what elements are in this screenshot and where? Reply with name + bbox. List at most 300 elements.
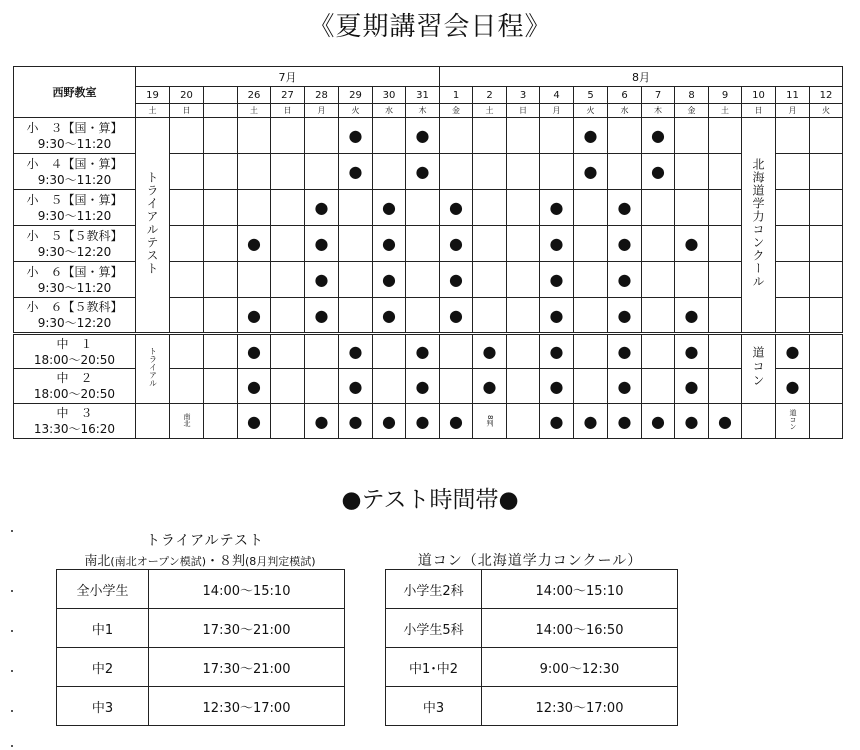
weekday-header: 水 [608, 104, 642, 118]
doukon-small-label: 道コン [789, 408, 798, 430]
schedule-cell [574, 369, 608, 404]
class-label [14, 226, 136, 262]
schedule-cell [305, 190, 339, 226]
schedule-cell [507, 190, 540, 226]
class-name: 小 ６【５教科】 [26, 300, 123, 314]
grade-cell: 中2 [57, 648, 149, 687]
page-title: 《夏期講習会日程》 [308, 12, 552, 42]
schedule-cell [473, 262, 507, 298]
schedule-cell [507, 118, 540, 154]
schedule-cell [675, 226, 709, 262]
schedule-cell [776, 262, 810, 298]
test-time-row [386, 687, 678, 726]
class-time: 18:00〜20:50 [33, 352, 116, 367]
margin-mark [11, 745, 13, 747]
schedule-cell [339, 190, 373, 226]
schedule-cell [810, 190, 843, 226]
schedule-cell [473, 404, 507, 439]
day-header: 31 [406, 87, 440, 104]
schedule-cell [204, 190, 238, 226]
test-time-row [57, 687, 345, 726]
schedule-cell [440, 298, 473, 334]
schedule-cell [339, 334, 373, 369]
schedule-cell [810, 369, 843, 404]
schedule-cell [473, 369, 507, 404]
class-dot: ● [684, 305, 699, 325]
weekday-header: 日 [742, 104, 776, 118]
schedule-cell [305, 226, 339, 262]
schedule-cell [709, 298, 742, 334]
schedule-cell [675, 190, 709, 226]
schedule-cell [473, 334, 507, 369]
class-dot: ● [583, 126, 598, 145]
schedule-cell [238, 369, 271, 404]
schedule-cell [675, 154, 709, 190]
day-header [204, 87, 238, 104]
class-time: 9:30〜11:20 [37, 280, 112, 295]
schedule-cell [440, 226, 473, 262]
schedule-cell [776, 334, 810, 369]
weekday-header: 金 [440, 104, 473, 118]
class-dot: ● [314, 198, 329, 217]
time-cell: 9:00〜12:30 [482, 648, 678, 687]
schedule-cell [373, 298, 406, 334]
school-name: 西野教室 [14, 67, 136, 118]
time-cell: 17:30〜21:00 [149, 648, 345, 687]
time-cell: 17:30〜21:00 [149, 609, 345, 648]
class-dot: ● [684, 342, 699, 361]
schedule-cell [810, 334, 843, 369]
class-dot: ● [549, 270, 564, 289]
class-dot: ● [348, 376, 363, 396]
schedule-cell [339, 118, 373, 154]
schedule-cell [776, 298, 810, 334]
class-dot: ● [482, 376, 497, 396]
grade-cell: 小学生5科 [386, 609, 482, 648]
weekday-header: 日 [170, 104, 204, 118]
weekday-header: 火 [339, 104, 373, 118]
schedule-cell [507, 226, 540, 262]
schedule-cell [608, 404, 642, 439]
trial-test-times-table [56, 569, 345, 726]
weekday-header: 土 [238, 104, 271, 118]
margin-mark [11, 710, 13, 712]
schedule-cell [271, 154, 305, 190]
weekday-header: 木 [406, 104, 440, 118]
schedule-cell [271, 298, 305, 334]
schedule-cell [810, 226, 843, 262]
doukon-caption: 道コン（北海道学力コンクール） [417, 553, 643, 569]
schedule-cell [574, 298, 608, 334]
schedule-cell [574, 118, 608, 154]
schedule-cell [608, 262, 642, 298]
time-cell: 14:00〜16:50 [482, 609, 678, 648]
day-header: 26 [238, 87, 271, 104]
schedule-cell [373, 334, 406, 369]
schedule-cell [776, 190, 810, 226]
test-time-row [57, 648, 345, 687]
weekday-header: 土 [709, 104, 742, 118]
day-header: 9 [709, 87, 742, 104]
class-label [14, 334, 136, 369]
day-header: 19 [136, 87, 170, 104]
class-dot: ● [449, 305, 463, 325]
schedule-cell [339, 154, 373, 190]
schedule-row [14, 118, 843, 154]
schedule-cell [170, 154, 204, 190]
doukon-label: 道コン [751, 346, 766, 388]
class-dot: ● [449, 411, 463, 431]
class-name: 小 ５【国・算】 [26, 192, 123, 207]
schedule-cell [170, 118, 204, 154]
schedule-cell [238, 404, 271, 439]
schedule-cell [406, 118, 440, 154]
class-time: 9:30〜11:20 [37, 136, 112, 151]
schedule-cell [507, 298, 540, 334]
margin-mark [11, 590, 13, 592]
schedule-cell [238, 190, 271, 226]
schedule-cell [642, 369, 675, 404]
margin-mark [11, 670, 13, 672]
test-time-row [386, 648, 678, 687]
weekday-header: 月 [540, 104, 574, 118]
schedule-cell [473, 190, 507, 226]
schedule-cell [776, 118, 810, 154]
class-label [14, 154, 136, 190]
class-time: 9:30〜11:20 [37, 172, 112, 187]
schedule-cell [642, 190, 675, 226]
weekday-header: 土 [473, 104, 507, 118]
schedule-cell [373, 190, 406, 226]
class-time: 9:30〜11:20 [37, 208, 112, 223]
class-dot: ● [247, 234, 261, 253]
schedule-cell [776, 226, 810, 262]
schedule-cell [709, 190, 742, 226]
class-dot: ● [415, 126, 430, 145]
class-dot: ● [549, 198, 564, 217]
class-dot: ● [348, 411, 363, 431]
schedule-cell [709, 262, 742, 298]
schedule-cell [305, 404, 339, 439]
schedule-cell [742, 404, 776, 439]
class-dot: ● [382, 305, 396, 325]
schedule-cell [574, 404, 608, 439]
weekday-header: 木 [642, 104, 675, 118]
schedule-cell [574, 226, 608, 262]
weekday-header: 月 [776, 104, 810, 118]
class-dot: ● [651, 162, 665, 181]
time-cell: 12:30〜17:00 [149, 687, 345, 726]
class-dot: ● [382, 234, 396, 253]
schedule-cell [373, 369, 406, 404]
schedule-cell [675, 298, 709, 334]
day-header: 28 [305, 87, 339, 104]
grade-cell: 全小学生 [57, 570, 149, 609]
class-name: 小 ５【５教科】 [26, 228, 123, 243]
schedule-cell [540, 262, 574, 298]
schedule-cell [709, 369, 742, 404]
doukon-times-table [385, 569, 678, 726]
schedule-cell [675, 262, 709, 298]
margin-mark [11, 630, 13, 632]
grade-cell: 中1･中2 [386, 648, 482, 687]
class-time: 9:30〜12:20 [37, 316, 112, 330]
schedule-cell [406, 226, 440, 262]
class-dot: ● [651, 126, 665, 145]
class-dot: ● [348, 126, 363, 145]
schedule-cell [540, 369, 574, 404]
schedule-cell [339, 298, 373, 334]
schedule-cell [271, 190, 305, 226]
time-cell: 14:00〜15:10 [482, 570, 678, 609]
class-dot: ● [549, 342, 564, 361]
schedule-cell [574, 334, 608, 369]
class-dot: ● [549, 411, 564, 431]
schedule-cell [204, 369, 238, 404]
test-time-row [57, 570, 345, 609]
schedule-cell [170, 298, 204, 334]
weekday-header: 水 [373, 104, 406, 118]
schedule-cell [406, 262, 440, 298]
class-dot: ● [415, 411, 430, 431]
day-header: 30 [373, 87, 406, 104]
class-dot: ● [415, 376, 430, 396]
trial-jh-cell [136, 334, 170, 404]
weekday-header: 日 [271, 104, 305, 118]
schedule-cell [406, 154, 440, 190]
class-dot: ● [617, 198, 632, 217]
class-name: 中 １ [56, 336, 93, 351]
class-dot: ● [247, 342, 261, 361]
schedule-cell [642, 226, 675, 262]
schedule-cell [238, 262, 271, 298]
class-time: 18:00〜20:50 [33, 387, 116, 401]
schedule-cell [440, 334, 473, 369]
schedule-cell [507, 262, 540, 298]
schedule-cell [608, 298, 642, 334]
schedule-cell [642, 298, 675, 334]
schedule-cell [238, 298, 271, 334]
schedule-cell [675, 369, 709, 404]
margin-mark [11, 530, 13, 532]
day-header: 2 [473, 87, 507, 104]
schedule-cell [473, 154, 507, 190]
hokkaido-contest-label: 北海道学力コンクール [751, 158, 766, 288]
schedule-cell [440, 154, 473, 190]
schedule-cell [675, 334, 709, 369]
class-dot: ● [314, 270, 329, 289]
schedule-cell [305, 118, 339, 154]
class-dot: ● [684, 411, 699, 431]
day-header: 6 [608, 87, 642, 104]
schedule-cell [271, 369, 305, 404]
schedule-cell [440, 118, 473, 154]
day-header: 20 [170, 87, 204, 104]
class-dot: ● [617, 411, 632, 431]
schedule-cell [204, 298, 238, 334]
schedule-cell [642, 334, 675, 369]
day-header: 11 [776, 87, 810, 104]
class-dot: ● [247, 305, 261, 325]
schedule-cell [204, 118, 238, 154]
schedule-cell [440, 262, 473, 298]
schedule-cell [507, 154, 540, 190]
schedule-cell [440, 404, 473, 439]
schedule-cell [608, 118, 642, 154]
schedule-cell [271, 226, 305, 262]
schedule-cell [440, 369, 473, 404]
schedule-cell [810, 404, 843, 439]
class-dot: ● [549, 234, 564, 253]
schedule-cell [540, 118, 574, 154]
schedule-cell [204, 334, 238, 369]
schedule-cell [574, 154, 608, 190]
hachihan-label: 8判 [486, 415, 495, 427]
day-header: 1 [440, 87, 473, 104]
trial-test-subcaption: 南北(南北オープン模試)・８判(8月判定模試) [84, 554, 316, 569]
day-header: 12 [810, 87, 843, 104]
grade-cell: 中1 [57, 609, 149, 648]
schedule-cell [642, 262, 675, 298]
schedule-cell [709, 226, 742, 262]
nanboku-label: 南北 [183, 412, 191, 427]
schedule-cell [238, 154, 271, 190]
weekday-header: 金 [675, 104, 709, 118]
class-dot: ● [785, 376, 800, 396]
weekday-header: 火 [810, 104, 843, 118]
schedule-cell [574, 190, 608, 226]
class-label [14, 298, 136, 334]
test-time-row [386, 609, 678, 648]
class-time: 9:30〜12:20 [37, 244, 112, 259]
schedule-cell [339, 404, 373, 439]
day-header: 7 [642, 87, 675, 104]
class-dot: ● [415, 342, 430, 361]
schedule-cell [406, 369, 440, 404]
schedule-cell [373, 404, 406, 439]
schedule-cell [238, 118, 271, 154]
schedule-cell [440, 190, 473, 226]
schedule-cell [406, 190, 440, 226]
schedule-cell [305, 369, 339, 404]
day-header: 4 [540, 87, 574, 104]
class-dot: ● [785, 342, 800, 361]
class-dot: ● [348, 342, 363, 361]
schedule-cell [507, 404, 540, 439]
month-august: 8月 [440, 67, 843, 87]
schedule-cell [339, 226, 373, 262]
schedule-cell [709, 404, 742, 439]
schedule-cell [406, 404, 440, 439]
class-dot: ● [449, 270, 463, 289]
schedule-cell [305, 262, 339, 298]
class-dot: ● [247, 376, 261, 396]
class-dot: ● [449, 234, 463, 253]
class-dot: ● [415, 162, 430, 181]
class-dot: ● [583, 411, 598, 431]
schedule-cell [271, 334, 305, 369]
schedule-cell [675, 404, 709, 439]
schedule-cell [170, 190, 204, 226]
class-dot: ● [617, 305, 632, 325]
day-header: 10 [742, 87, 776, 104]
class-label [14, 190, 136, 226]
schedule-cell [406, 334, 440, 369]
schedule-cell [204, 226, 238, 262]
class-dot: ● [684, 376, 699, 396]
class-dot: ● [617, 342, 632, 361]
schedule-cell [305, 298, 339, 334]
schedule-cell [373, 226, 406, 262]
test-times-title: ●テスト時間帯● [341, 487, 519, 513]
schedule-cell [540, 334, 574, 369]
schedule-cell [776, 154, 810, 190]
schedule-cell [608, 369, 642, 404]
schedule-cell [373, 262, 406, 298]
trial-jh-label: トライアル [148, 347, 158, 387]
schedule-cell [608, 190, 642, 226]
schedule-cell [810, 262, 843, 298]
trial-test-cell [136, 118, 170, 334]
class-dot: ● [617, 234, 632, 253]
weekday-header: 土 [136, 104, 170, 118]
class-name: 中 ３ [56, 406, 93, 420]
schedule-cell [170, 262, 204, 298]
schedule-cell [540, 226, 574, 262]
class-dot: ● [382, 270, 396, 289]
schedule-cell [339, 262, 373, 298]
weekday-header [204, 104, 238, 118]
schedule-cell [473, 226, 507, 262]
schedule-cell [642, 118, 675, 154]
schedule-cell [373, 118, 406, 154]
schedule-cell [608, 334, 642, 369]
day-header: 5 [574, 87, 608, 104]
weekday-header: 火 [574, 104, 608, 118]
class-name: 中 ２ [56, 371, 93, 385]
class-dot: ● [247, 411, 261, 431]
time-cell: 12:30〜17:00 [482, 687, 678, 726]
class-label [14, 404, 136, 439]
schedule-cell [709, 334, 742, 369]
class-label [14, 369, 136, 404]
schedule-row [14, 404, 843, 439]
trial-test-label: トライアルテスト [145, 171, 159, 275]
weekday-header: 月 [305, 104, 339, 118]
schedule-cell [507, 369, 540, 404]
schedule-cell [204, 262, 238, 298]
schedule-table [13, 66, 843, 439]
class-dot: ● [549, 376, 564, 396]
schedule-cell [574, 262, 608, 298]
class-dot: ● [314, 411, 329, 431]
grade-cell: 中3 [386, 687, 482, 726]
class-time: 13:30〜16:20 [33, 422, 116, 436]
schedule-cell [170, 226, 204, 262]
class-dot: ● [314, 305, 329, 325]
day-header: 27 [271, 87, 305, 104]
schedule-cell [810, 118, 843, 154]
day-header: 8 [675, 87, 709, 104]
class-label [14, 262, 136, 298]
class-name: 小 ３【国・算】 [26, 120, 123, 135]
schedule-row [14, 334, 843, 369]
schedule-cell [271, 262, 305, 298]
schedule-cell [204, 404, 238, 439]
schedule-cell [810, 154, 843, 190]
class-dot: ● [382, 411, 396, 431]
schedule-cell [608, 226, 642, 262]
